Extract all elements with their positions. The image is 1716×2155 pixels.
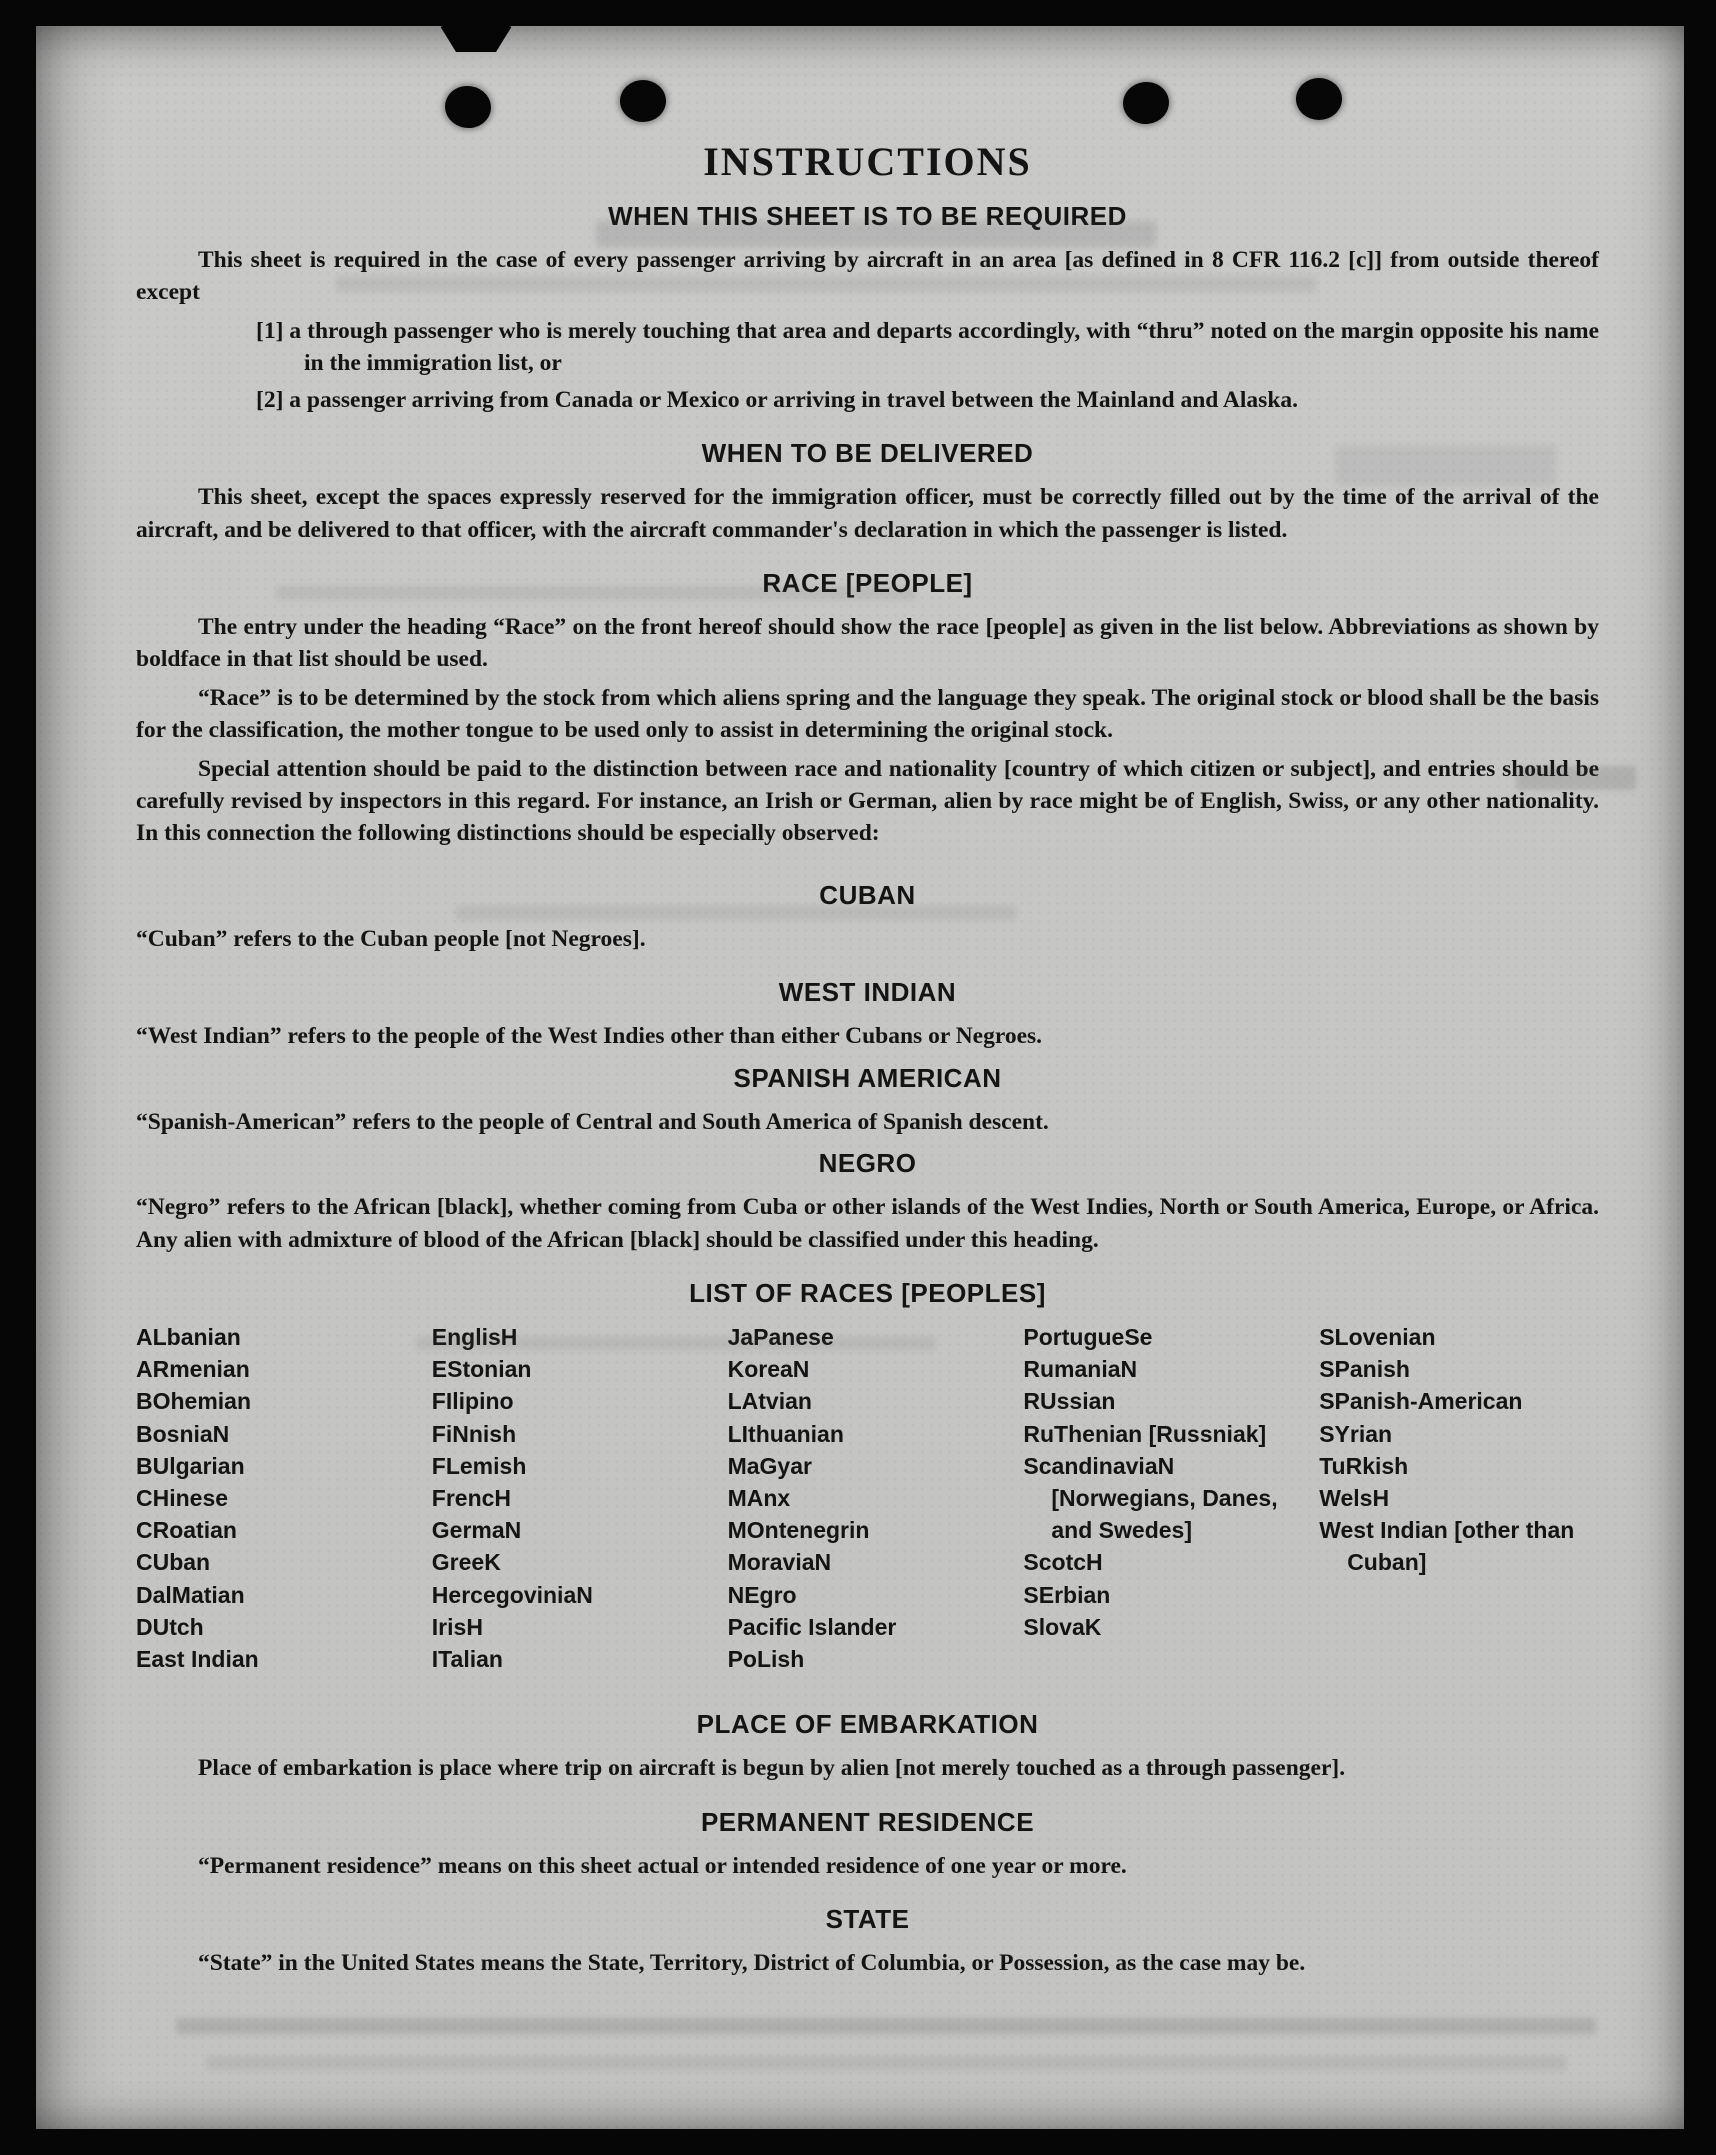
document-page <box>36 26 1684 2129</box>
race-item: BOhemian <box>136 1388 252 1415</box>
race-item: TuRkish <box>1319 1452 1409 1479</box>
race-item: DUtch <box>136 1613 204 1640</box>
list-item-required-2: [2] a passenger arriving from Canada or Mexico or arriving in travel between the Mainland and Alaska. <box>256 386 1299 413</box>
race-item: SPanish-American <box>1319 1388 1523 1415</box>
race-item: EStonian <box>431 1356 532 1383</box>
race-item: MoraviaN <box>727 1549 832 1576</box>
race-item: IrisH <box>431 1613 483 1640</box>
race-item: EnglisH <box>431 1324 518 1351</box>
section-heading-residence: PERMANENT RESIDENCE <box>700 1806 1035 1837</box>
para-embarkation: Place of embarkation is place where trip on aircraft is begun by alien [not merely touched as a through passenger]. <box>198 1755 1346 1782</box>
race-item: ScotcH <box>1023 1549 1103 1576</box>
para-residence: “Permanent residence” means on this sheet actual or intended residence of one year or more. <box>198 1852 1127 1879</box>
race-item: CRoatian <box>136 1517 237 1544</box>
race-item: NEgro <box>727 1581 797 1608</box>
race-item: West Indian [other than Cuban] <box>1319 1517 1575 1576</box>
race-item: LAtvian <box>727 1388 812 1415</box>
para-west-indian: “West Indian” refers to the people of the West Indies other than either Cubans or Negroes. <box>136 1023 1043 1050</box>
bleed-through-artifact <box>336 276 1316 292</box>
para-delivered: This sheet, except the spaces expressly reserved for the immigration officer, must be correctly filled out by the time of the arrival of the aircraft, and be delivered to that officer, with the aircraft commander's declaration in which the passenger is listed. <box>136 484 1599 543</box>
race-item: ScandinaviaN [Norwegians, Danes, and Swedes] <box>1023 1452 1278 1544</box>
bleed-through-artifact <box>206 2056 1566 2070</box>
race-column-5 <box>1319 1321 1599 1675</box>
section-heading-west-indian: WEST INDIAN <box>778 977 957 1008</box>
race-column-3 <box>728 1321 1008 1675</box>
bleed-through-artifact <box>276 586 916 600</box>
race-item: FrencH <box>431 1484 512 1511</box>
section-heading-races-list: LIST OF RACES [PEOPLES] <box>689 1278 1046 1309</box>
race-item: MAnx <box>727 1484 791 1511</box>
bleed-through-artifact <box>456 906 1016 920</box>
race-item: PoLish <box>727 1645 805 1672</box>
race-item: RUssian <box>1023 1388 1116 1415</box>
race-item: East Indian <box>136 1645 259 1672</box>
bleed-through-artifact <box>1336 446 1556 486</box>
section-heading-negro: NEGRO <box>818 1148 917 1179</box>
section-heading-required: WHEN THIS SHEET IS TO BE REQUIRED <box>608 201 1127 231</box>
race-item: HercegoviniaN <box>431 1581 593 1608</box>
punch-hole <box>1296 78 1342 120</box>
race-item: CHinese <box>136 1484 229 1511</box>
race-item: ITalian <box>431 1645 503 1672</box>
para-negro: “Negro” refers to the African [black], whether coming from Cuba or other islands of the West Indies, North or South America, Europe, or Africa. Any alien with admixture of blood of the African [black] should be classified under this heading. <box>136 1194 1599 1253</box>
race-item: LIthuanian <box>727 1420 844 1447</box>
para-race-1: The entry under the heading “Race” on the front hereof should show the race [people] as given in the list below. Abbreviations as shown by boldface in that list should be used. <box>136 613 1599 673</box>
race-item: RumaniaN <box>1023 1356 1138 1383</box>
race-item: MOntenegrin <box>727 1517 870 1544</box>
race-column-2 <box>432 1321 712 1675</box>
section-heading-race: RACE [PEOPLE] <box>762 567 973 598</box>
para-cuban: “Cuban” refers to the Cuban people [not Negroes]. <box>136 925 646 952</box>
race-item: SErbian <box>1023 1581 1111 1608</box>
race-item: CUban <box>136 1549 211 1576</box>
race-item: FLemish <box>431 1452 527 1479</box>
punch-hole <box>620 80 666 122</box>
race-item: SYrian <box>1319 1420 1393 1447</box>
race-item: DalMatian <box>136 1581 245 1608</box>
race-item: MaGyar <box>727 1452 812 1479</box>
race-item: SlovaK <box>1023 1613 1102 1640</box>
race-item: FIlipino <box>431 1388 514 1415</box>
bleed-through-artifact <box>596 221 1156 247</box>
race-column-1 <box>136 1321 416 1675</box>
race-item: BUlgarian <box>136 1452 245 1479</box>
race-item: ARmenian <box>136 1356 250 1383</box>
para-required-intro: This sheet is required in the case of every passenger arriving by aircraft in an area [as defined in 8 CFR 116.2 [c]] from outside thereof except <box>136 247 1599 306</box>
race-item: SPanish <box>1319 1356 1410 1383</box>
section-heading-embarkation: PLACE OF EMBARKATION <box>696 1709 1039 1740</box>
race-item: WelsH <box>1319 1484 1390 1511</box>
section-heading-spanish-american: SPANISH AMERICAN <box>733 1062 1002 1093</box>
section-heading-cuban: CUBAN <box>819 879 916 910</box>
para-race-3: Special attention should be paid to the distinction between race and nationality [country of which citizen or subject], and entries should be carefully revised by inspectors in this regard. For instance, an Irish or German, alien by race might be of English, Swiss, or any other nationality. In this connection the following distinctions should be especially observed: <box>136 755 1599 847</box>
bleed-through-artifact <box>1516 766 1636 790</box>
race-item: GermaN <box>431 1517 522 1544</box>
race-item: SLovenian <box>1319 1324 1436 1351</box>
races-list <box>136 1321 1599 1675</box>
paper-tear-notch <box>440 26 512 52</box>
race-item: PortugueSe <box>1023 1324 1153 1351</box>
race-item: RuThenian [Russniak] <box>1023 1420 1267 1447</box>
section-heading-delivered: WHEN TO BE DELIVERED <box>701 438 1034 469</box>
list-item-required-1: [1] a through passenger who is merely touching that area and departs accordingly, with “thru” noted on the margin opposite his name in the immigration list, or <box>256 317 1599 377</box>
document-title: INSTRUCTIONS <box>703 139 1032 184</box>
race-item: JaPanese <box>727 1324 834 1351</box>
race-item: BosniaN <box>136 1420 230 1447</box>
bleed-through-artifact <box>176 2018 1596 2034</box>
race-item: FiNnish <box>431 1420 517 1447</box>
race-column-4 <box>1023 1321 1303 1675</box>
race-item: ALbanian <box>136 1324 241 1351</box>
race-item: Pacific Islander <box>727 1613 897 1640</box>
para-race-2: “Race” is to be determined by the stock from which aliens spring and the language they speak. The original stock or blood shall be the basis for the classification, the mother tongue to be used only to assist in determining the original stock. <box>136 684 1599 744</box>
bleed-through-artifact <box>416 1336 936 1350</box>
para-state: “State” in the United States means the State, Territory, District of Columbia, or Possession, as the case may be. <box>198 1949 1306 1976</box>
para-spanish-american: “Spanish-American” refers to the people of Central and South America of Spanish descent. <box>136 1108 1049 1135</box>
race-item: KoreaN <box>727 1356 810 1383</box>
race-item: GreeK <box>431 1549 501 1576</box>
section-heading-state: STATE <box>825 1903 910 1934</box>
